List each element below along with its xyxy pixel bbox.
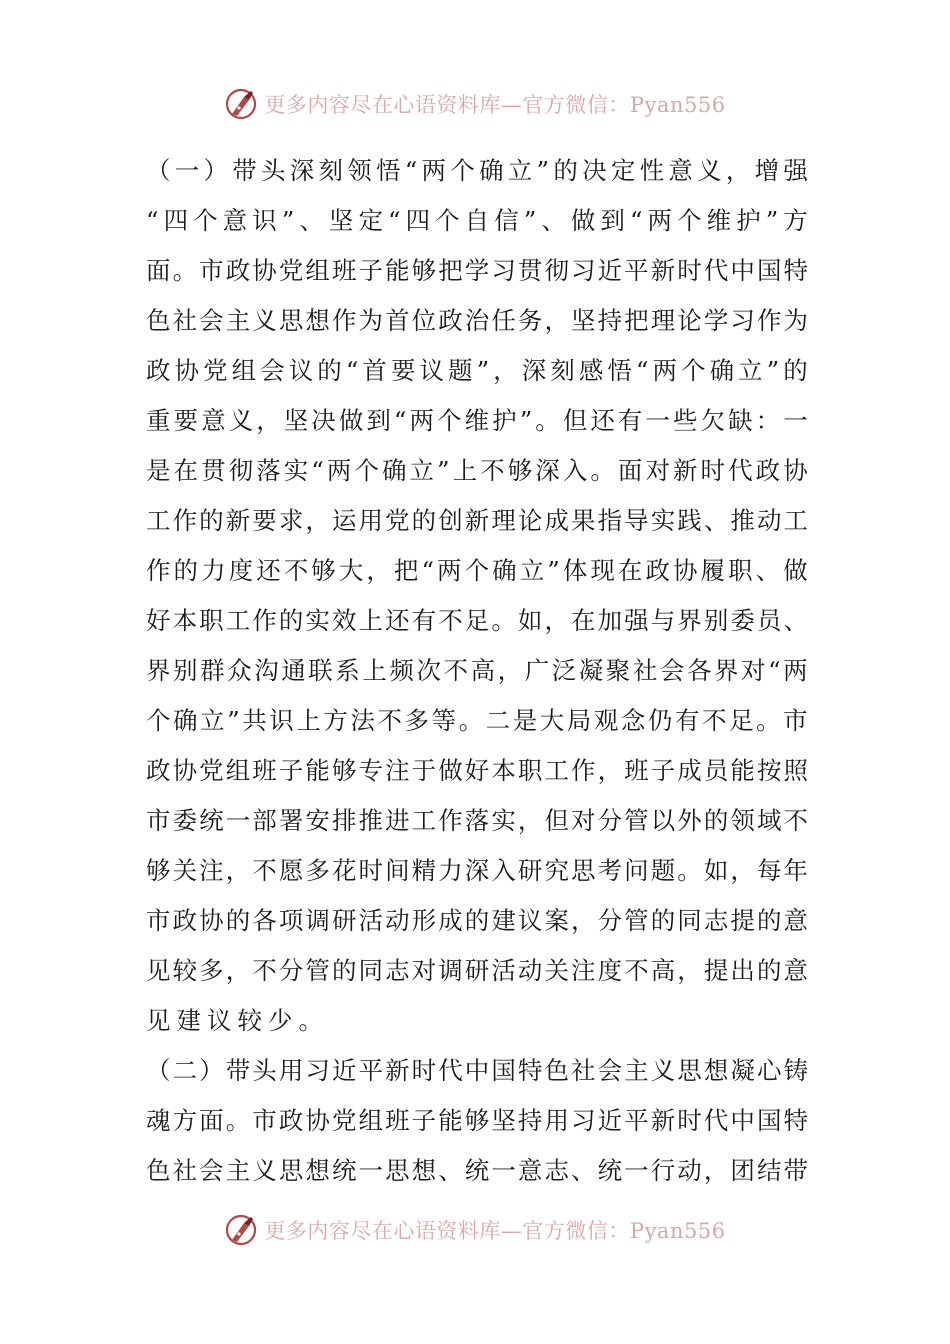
text-line: 市 政 协 的 各 项 调 研 活 动 形 成 的 建 议 案 ， 分 管 的 同 志 提 的 意 [146,906,808,935]
pen-nib-circle-logo-icon [224,87,258,121]
text-line: 界 别 群 众 沟 通 联 系 上 频 次 不 高 ， 广 泛 凝 聚 社 会 各 界 对 “ 两 [146,656,808,685]
text-line: （ 二 ） 带 头 用 习 近 平 新 时 代 中 国 特 色 社 会 主 义 思 想 凝 心 铸 [146,1056,808,1085]
text-line: 够 关 注 ， 不 愿 多 花 时 间 精 力 深 入 研 究 思 考 问 题 。 如 ， 每 年 [146,856,808,885]
text-line: 见建议较少。 [146,1006,329,1035]
text-line: 工 作 的 新 要 求 ， 运 用 党 的 创 新 理 论 成 果 指 导 实 践 、 推 动 工 [146,506,808,535]
paragraph-1 [146,146,808,1046]
text-line: 政 协 党 组 班 子 能 够 专 注 于 做 好 本 职 工 作 ， 班 子 成 员 能 按 照 [146,756,808,785]
footer-watermark-banner [0,1208,950,1252]
banner-text: 更多内容尽在心语资料库—官方微信：Pyan556 [264,1219,726,1243]
document-body [146,146,808,1196]
text-line: 魂 方 面 。 市 政 协 党 组 班 子 能 够 坚 持 用 习 近 平 新 时 代 中 国 特 [146,1106,808,1135]
text-line: 是 在 贯 彻 落 实 “ 两 个 确 立 ” 上 不 够 深 入 。 面 对 新 时 代 政 协 [146,456,808,485]
text-line: 面 。 市 政 协 党 组 班 子 能 够 把 学 习 贯 彻 习 近 平 新 时 代 中 国 特 [146,256,808,285]
text-line: 政 协 党 组 会 议 的 “ 首 要 议 题 ” ， 深 刻 感 悟 “ 两 个 确 立 ” 的 [146,356,808,385]
paragraph-2 [146,1046,808,1196]
text-line: 色 社 会 主 义 思 想 作 为 首 位 政 治 任 务 ， 坚 持 把 理 论 学 习 作 为 [146,306,808,335]
text-line: 色 社 会 主 义 思 想 统 一 思 想 、 统 一 意 志 、 统 一 行 动 ， 团 结 带 [146,1156,808,1185]
text-line: “ 四 个 意 识 ” 、 坚 定 “ 四 个 自 信 ” 、 做 到 “ 两 个 维 护 ” 方 [146,206,808,235]
text-line: 市 委 统 一 部 署 安 排 推 进 工 作 落 实 ， 但 对 分 管 以 外 的 领 域 不 [146,806,808,835]
text-line: 好 本 职 工 作 的 实 效 上 还 有 不 足 。 如 ， 在 加 强 与 界 别 委 员 、 [146,606,808,635]
pen-nib-circle-logo-icon [224,1213,258,1247]
text-line: 见 较 多 ， 不 分 管 的 同 志 对 调 研 活 动 关 注 度 不 高 ， 提 出 的 意 [146,956,808,985]
text-line: 作 的 力 度 还 不 够 大 ， 把 “ 两 个 确 立 ” 体 现 在 政 协 履 职 、 做 [146,556,808,585]
text-line: 个 确 立 ” 共 识 上 方 法 不 多 等 。 二 是 大 局 观 念 仍 有 不 足 。 市 [146,706,808,735]
text-line: （ 一 ） 带 头 深 刻 领 悟 “ 两 个 确 立 ” 的 决 定 性 意 义 ， 增 强 [146,156,808,185]
text-line: 重 要 意 义 ， 坚 决 做 到 “ 两 个 维 护 ” 。 但 还 有 一 些 欠 缺 ： 一 [146,406,808,435]
banner-text: 更多内容尽在心语资料库—官方微信：Pyan556 [264,93,726,117]
header-watermark-banner [0,82,950,126]
